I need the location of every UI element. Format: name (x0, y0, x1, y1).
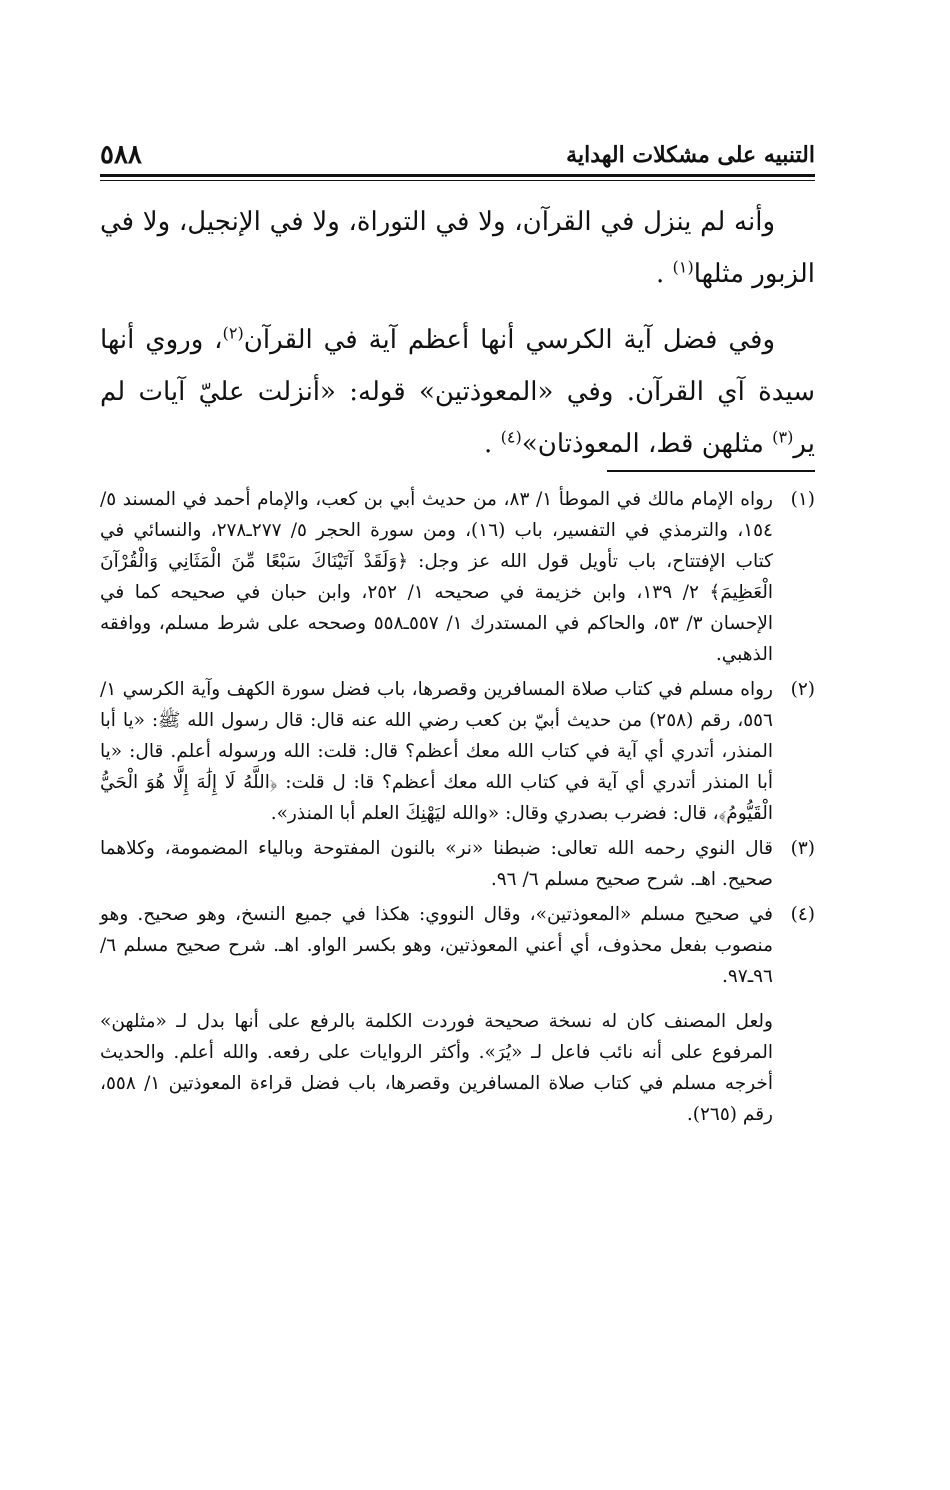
footnote-text: رواه الإمام مالك في الموطأ ١/ ٨٣، من حديث أبي بن كعب، والإمام أحمد في المسند ٥/ ١٥٤، والترمذي في التفسير، باب (١٦)، ومن سورة الحجر ٥/ ٢٧٧ـ٢٧٨، والنسائي في كتاب الإفتتاح، باب تأويل قول الله عز وجل: ﴿وَلَقَدْ آتَيْنَاكَ سَبْعًا مِّنَ الْمَثَانِي وَالْقُرْآنَ الْعَظِيمَ﴾ ٢/ ١٣٩، وابن خزيمة في صحيحه ١/ ٢٥٢، وابن حبان في صحيحه كما في الإحسان ٣/ ٥٣، والحاكم في المستدرك ١/ ٥٥٧ـ٥٥٨ وصححه على شرط مسلم، ووافقه الذهبي. (100, 489, 774, 665)
paragraph-2-part-3: مثلهن قط، المعوذتان» (521, 429, 773, 459)
main-text (100, 196, 815, 470)
running-title: التنبيه على مشكلات الهداية (566, 142, 815, 168)
page-number: ٥٨٨ (100, 140, 142, 170)
footnote-number: (١) (790, 489, 815, 510)
page-header (100, 134, 815, 170)
paragraph-2-part-2: ، وروي أنها سيدة آي القرآن. وفي «المعوذتين» قوله: «أنزلت عليّ آيات لم ير (100, 325, 815, 459)
footnote-text: رواه مسلم في كتاب صلاة المسافرين وقصرها، باب فضل سورة الكهف وآية الكرسي ١/ ٥٥٦، رقم (٢٥٨) من حديث أبيّ بن كعب رضي الله عنه قال: قال رسول الله ﷺ: «يا أبا المنذر، أتدري أي آية في كتاب الله معك أعظم؟ قال: قلت: الله ورسوله أعلم. قال: «يا أبا المنذر أتدري أي آية في كتاب الله معك أعظم؟ قا: ل قلت: ﴿اللَّهُ لَا إِلَٰهَ إِلَّا هُوَ الْحَيُّ الْقَيُّومُ﴾، قال: فضرب بصدري وقال: «والله ليَهْنِكَ العلم أبا المنذر». (100, 679, 773, 824)
footnote-separator (607, 470, 815, 472)
footnote-ref-3: (٣) (772, 427, 794, 447)
paragraph-1 (100, 196, 815, 300)
footnote-2 (100, 674, 815, 829)
paragraph-2 (100, 314, 815, 470)
paragraph-2-part-1: وفي فضل آية الكرسي أنها أعظم آية في القرآن (243, 325, 775, 355)
header-rule-thick (100, 174, 815, 177)
footnote-number: (٤) (790, 904, 815, 925)
paragraph-1-tail: . (655, 259, 665, 289)
footnote-3 (100, 833, 815, 895)
footnote-4-continuation: ولعل المصنف كان له نسخة صحيحة فوردت الكلمة بالرفع على أنها بدل لـ «مثلهن» المرفوع على أنه نائب فاعل لـ «يُرَ». وأكثر الروايات على رفعه. والله أعلم. والحديث أخرجه مسلم في كتاب صلاة المسافرين وقصرها، باب فضل قراءة المعوذتين ١/ ٥٥٨، رقم (٢٦٥). (100, 1011, 773, 1125)
paragraph-1-text: وأنه لم ينزل في القرآن، ولا في التوراة، ولا في الإنجيل، ولا في الزبور مثلها (100, 207, 815, 289)
footnotes (100, 484, 815, 1130)
header-rule-thin (100, 180, 815, 181)
footnote-ref-1: (١) (672, 257, 694, 277)
footnote-ref-4: (٤) (500, 427, 522, 447)
footnote-text: قال النوي رحمه الله تعالى: ضبطنا «نر» بالنون المفتوحة وبالياء المضمومة، وكلاهما صحيح. اهـ. شرح صحيح مسلم ٦/ ٩٦. (100, 838, 773, 890)
paragraph-2-tail: . (484, 429, 493, 459)
book-page (100, 0, 815, 1490)
footnote-4 (100, 899, 815, 992)
footnote-number: (٣) (790, 838, 815, 859)
footnote-ref-2: (٢) (222, 323, 244, 343)
footnote-number: (٢) (790, 679, 815, 700)
footnote-1 (100, 484, 815, 670)
footnote-text: في صحيح مسلم «المعوذتين»، وقال النووي: هكذا في جميع النسخ، وهو صحيح. وهو منصوب بفعل محذوف، أي أعني المعوذتين، وهو بكسر الواو. اهـ. شرح صحيح مسلم ٦/ ٩٦ـ٩٧. (100, 904, 773, 987)
